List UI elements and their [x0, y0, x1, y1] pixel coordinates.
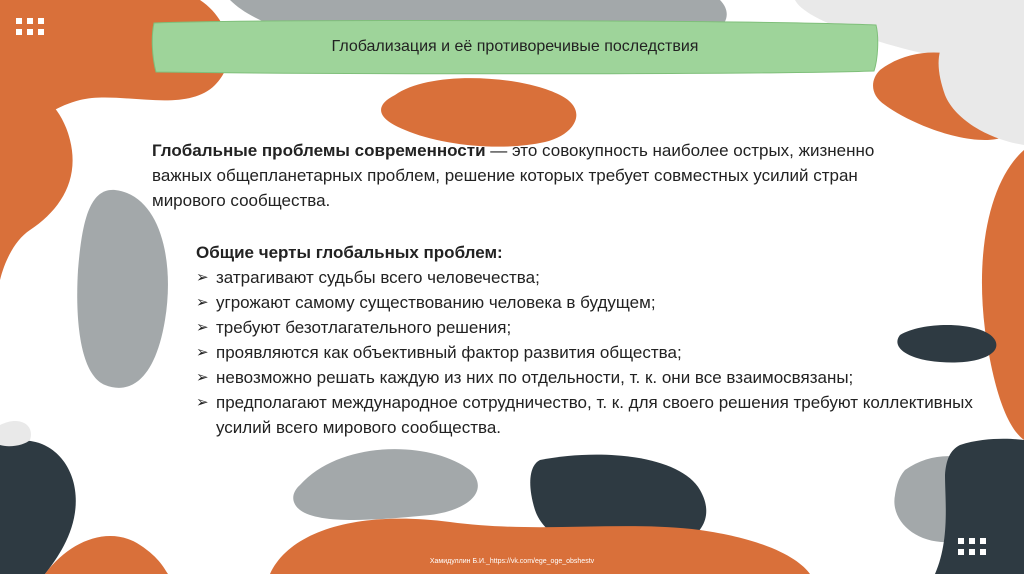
list-item: [196, 265, 976, 290]
list-item-text: требуют безотлагательного решения;: [216, 318, 512, 337]
dot-grid-icon: [16, 18, 44, 35]
arrow-bullet-icon: ➢: [196, 269, 209, 286]
arrow-bullet-icon: ➢: [196, 319, 209, 336]
orange-blob-center: [381, 78, 576, 147]
list-item: [196, 390, 976, 440]
list-item: [196, 290, 976, 315]
features-section: [196, 240, 976, 440]
definition-term: Глобальные проблемы современности: [152, 141, 486, 160]
orange-blob-right-side: [982, 150, 1024, 440]
slide-title: Глобализация и её противоречивые последствия: [331, 38, 699, 55]
list-item-text: угрожают самому существованию человека в будущем;: [216, 293, 656, 312]
list-item-text: предполагают международное сотрудничество, т. к. для своего решения требуют коллективных усилий всего мирового сообщества.: [216, 393, 973, 437]
light-gray-blob-bottom-left: [0, 421, 31, 446]
orange-blob-left: [0, 87, 73, 280]
list-item-text: невозможно решать каждую из них по отдельности, т. к. они все взаимосвязаны;: [216, 368, 854, 387]
features-heading: Общие черты глобальных проблем:: [196, 243, 503, 262]
footer-credit: Хамидуллин Б.И._https://vk.com/ege_oge_obshestv: [429, 558, 595, 565]
gray-blob-bottom: [293, 449, 478, 520]
definition-paragraph: [152, 138, 892, 213]
arrow-bullet-icon: ➢: [196, 294, 209, 311]
list-item-text: проявляются как объективный фактор развития общества;: [216, 343, 682, 362]
arrow-bullet-icon: ➢: [196, 344, 209, 361]
arrow-bullet-icon: ➢: [196, 369, 209, 386]
dot-grid-icon: [958, 538, 986, 555]
features-list: [196, 265, 976, 440]
orange-blob-bottom: [270, 519, 810, 574]
list-item: [196, 365, 976, 390]
list-item-text: затрагивают судьбы всего человечества;: [216, 268, 540, 287]
gray-blob-left: [77, 190, 168, 388]
list-item: [196, 315, 976, 340]
definition-text: — это совокупность наиболее острых, жизненно важных общепланетарных проблем, решение которых требует совместных усилий стран мирового сообщества.: [152, 141, 875, 210]
arrow-bullet-icon: ➢: [196, 394, 209, 411]
list-item: [196, 340, 976, 365]
